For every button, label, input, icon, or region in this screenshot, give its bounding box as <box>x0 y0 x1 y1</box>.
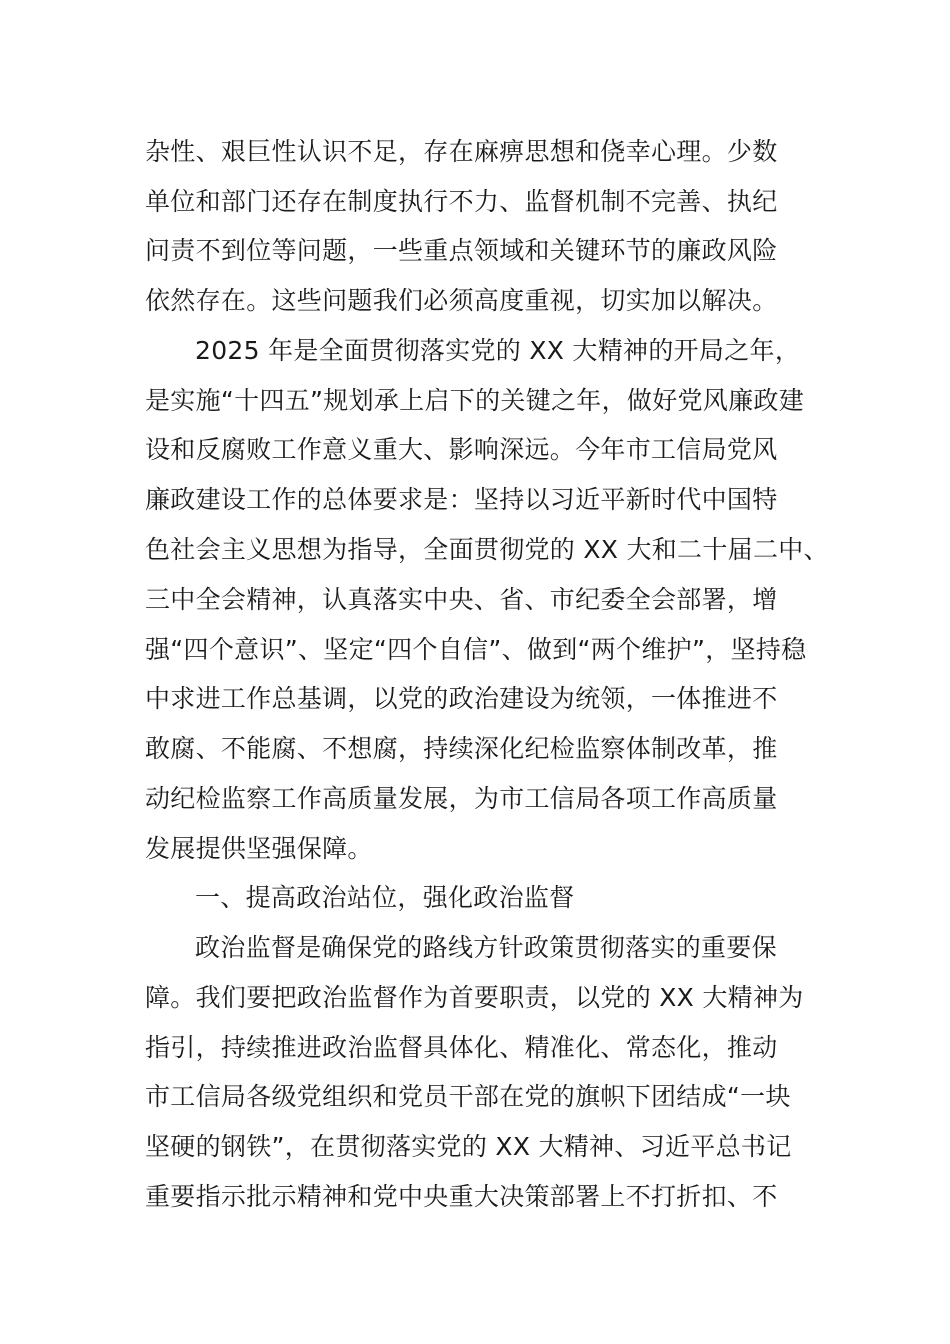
text-line: 问责不到位等问题，一些重点领域和关键环节的廉政风险 <box>145 236 778 265</box>
text-line: 廉政建设工作的总体要求是：坚持以习近平新时代中国特 <box>145 485 778 514</box>
text-line: 单位和部门还存在制度执行不力、监督机制不完善、执纪 <box>145 187 778 216</box>
text-line: 三中全会精神，认真落实中央、省、市纪委全会部署，增 <box>145 585 778 614</box>
text-line: 指引，持续推进政治监督具体化、精准化、常态化，推动 <box>145 1033 778 1062</box>
section-heading: 一、提高政治站位，强化政治监督 <box>195 883 575 912</box>
text-line: 发展提供坚强保障。 <box>145 834 373 863</box>
text-line: 市工信局各级党组织和党员干部在党的旗帜下团结成“一块 <box>145 1082 791 1111</box>
text-line: 坚硬的钢铁”，在贯彻落实党的 XX 大精神、习近平总书记 <box>145 1132 792 1161</box>
text-line: 强“四个意识”、坚定“四个自信”、做到“两个维护”，坚持稳 <box>145 635 807 664</box>
text-line: 依然存在。这些问题我们必须高度重视，切实加以解决。 <box>145 286 778 315</box>
paragraph-first-line: 2025 年是全面贯彻落实党的 XX 大精神的开局之年， <box>195 336 801 365</box>
text-line: 杂性、艰巨性认识不足，存在麻痹思想和侥幸心理。少数 <box>145 137 778 166</box>
text-line: 重要指示批示精神和党中央重大决策部署上不打折扣、不 <box>145 1182 778 1211</box>
paragraph-first-line: 政治监督是确保党的路线方针政策贯彻落实的重要保 <box>195 933 777 962</box>
text-line: 动纪检监察工作高质量发展，为市工信局各项工作高质量 <box>145 784 778 813</box>
text-line: 中求进工作总基调，以党的政治建设为统领，一体推进不 <box>145 684 778 713</box>
text-line: 是实施“十四五”规划承上启下的关键之年，做好党风廉政建 <box>145 386 805 415</box>
text-line: 设和反腐败工作意义重大、影响深远。今年市工信局党风 <box>145 435 778 464</box>
text-line: 敢腐、不能腐、不想腐，持续深化纪检监察体制改革，推 <box>145 734 778 763</box>
text-line: 色社会主义思想为指导，全面贯彻党的 XX 大和二十届二中、 <box>145 535 829 564</box>
text-line: 障。我们要把政治监督作为首要职责，以党的 XX 大精神为 <box>145 983 804 1012</box>
